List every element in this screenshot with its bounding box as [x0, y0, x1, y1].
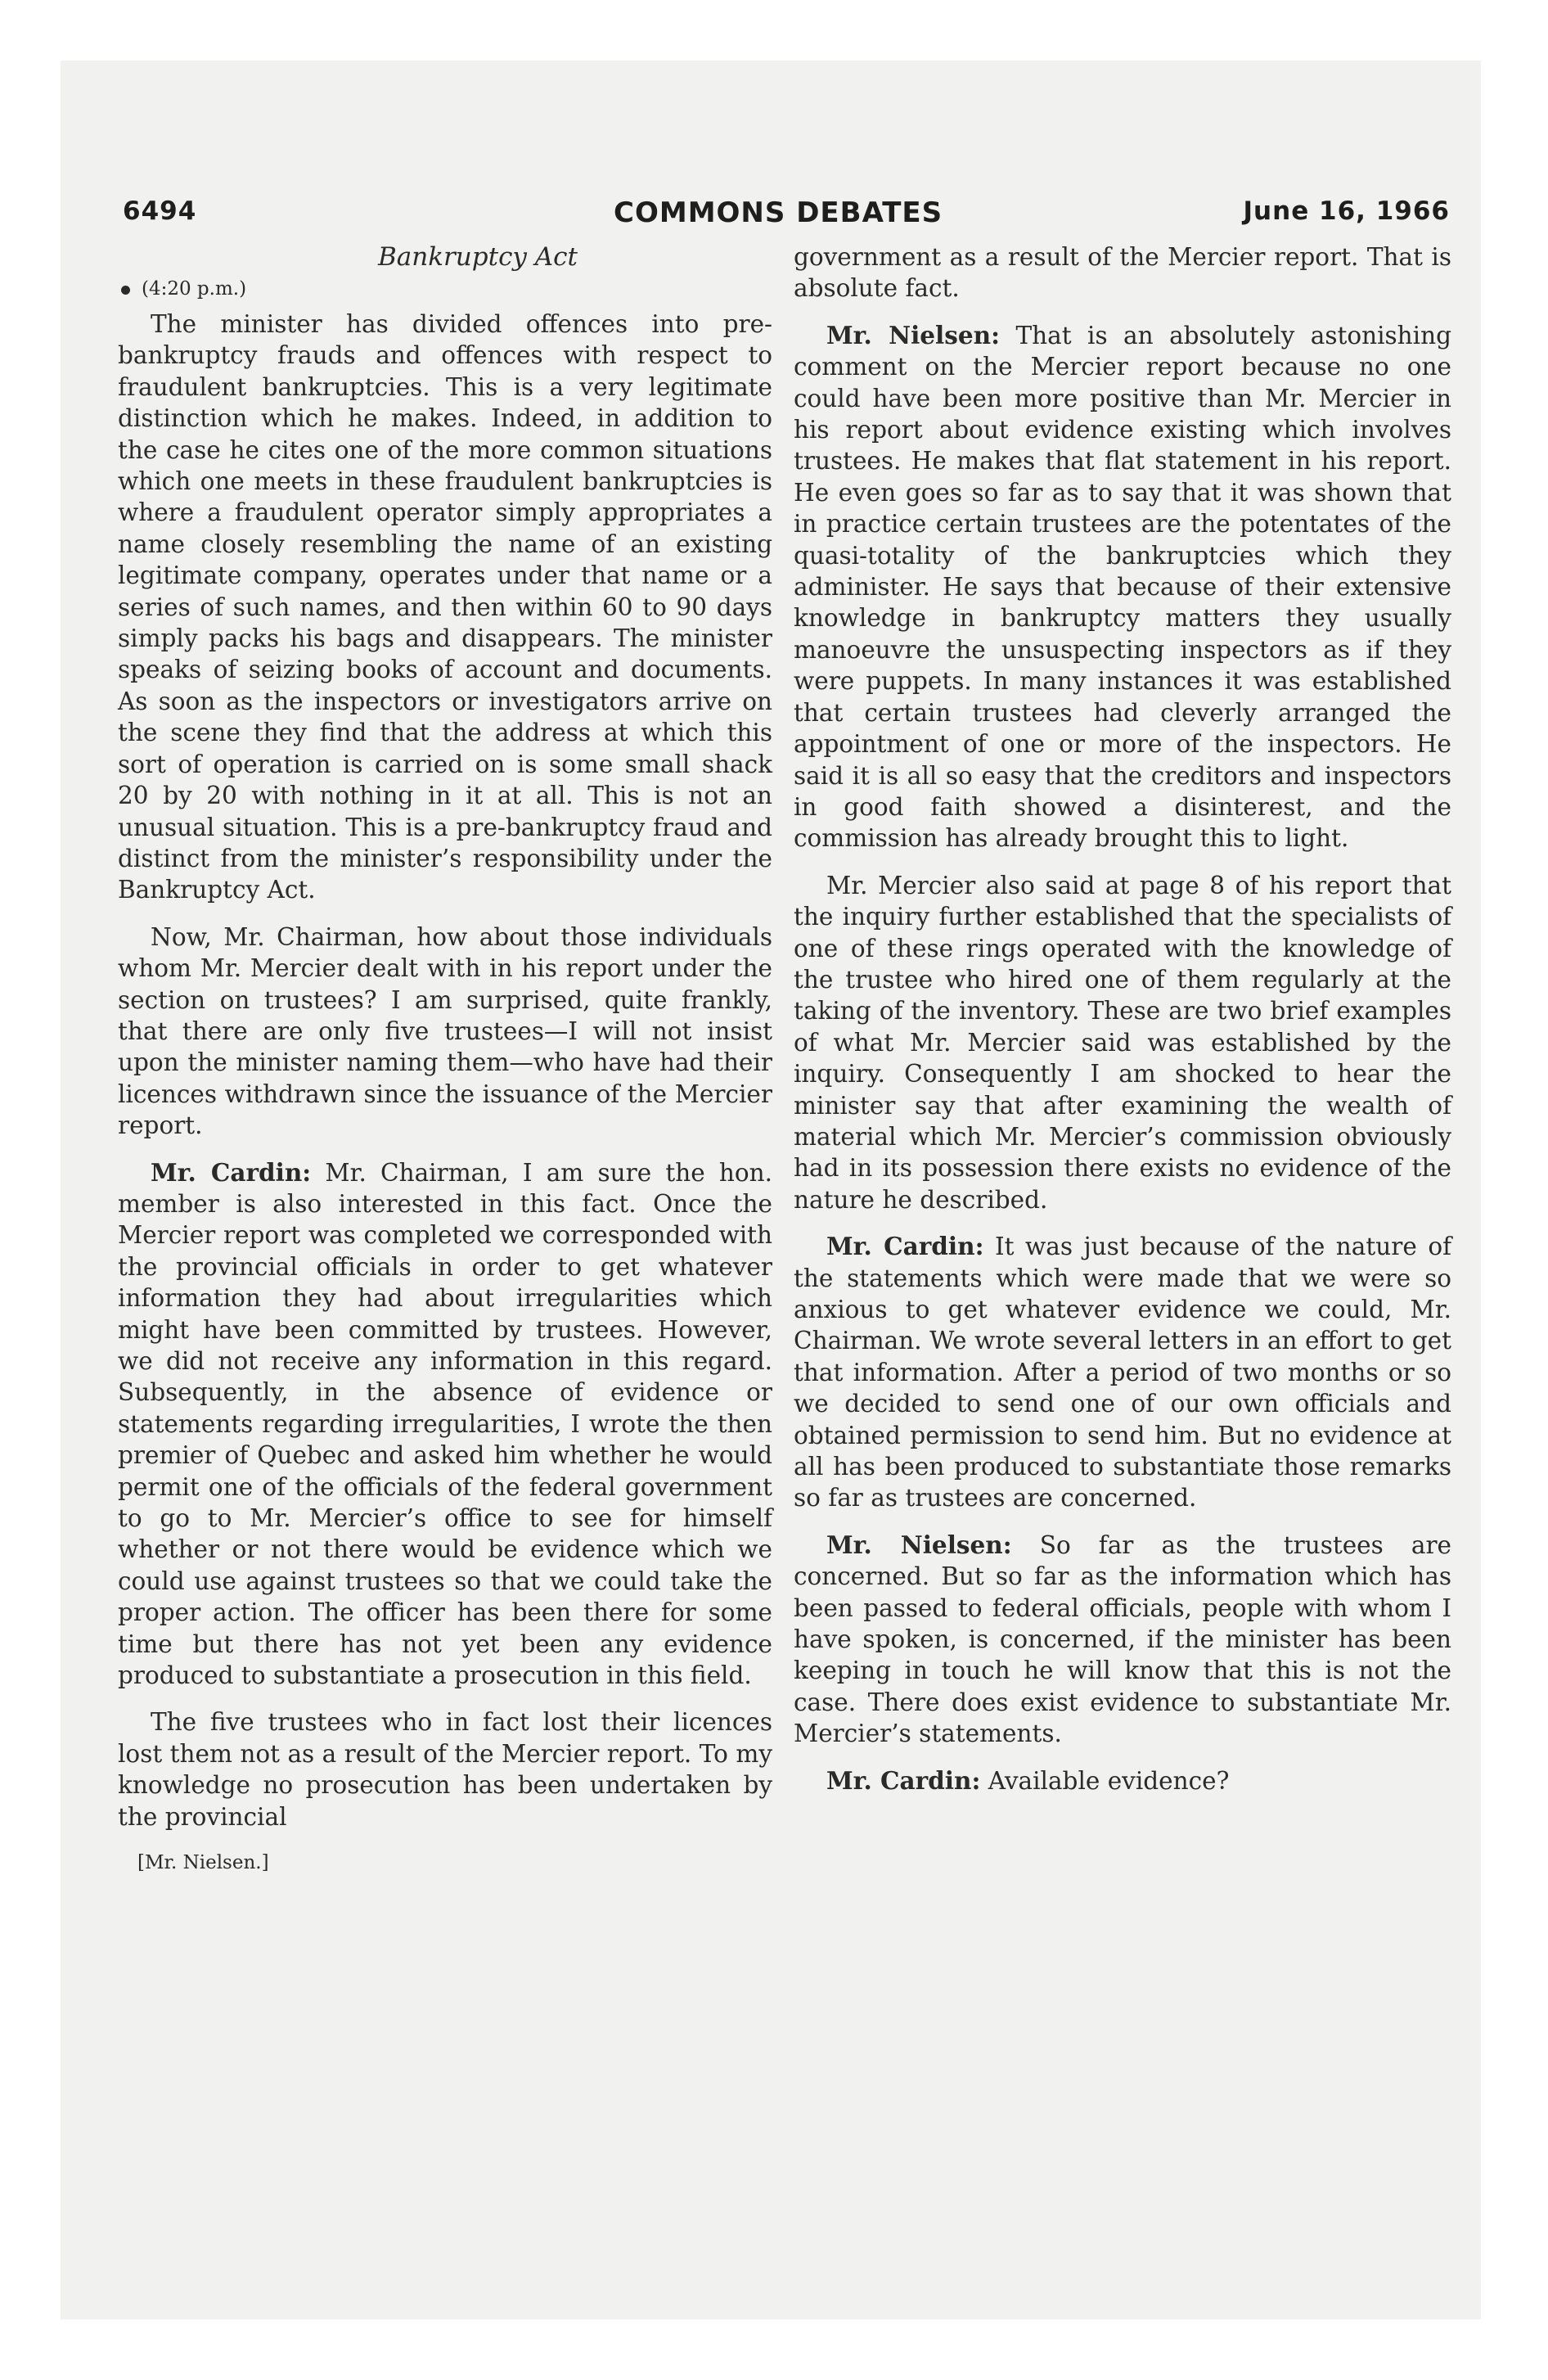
paragraph: The minister has divided offences into pre-bankruptcy frauds and offences with respect to fraudulent bankruptcies. This is a very legitimate distinction which he makes. Indeed, in addition to the case he cites one of the more common situations which one meets in these fraudulent bankruptcies is where a fraudulent operator simply appropriates a name closely resembling the name of an existing legitimate company, operates under that name or a series of such names, and then within 60 to 90 days simply packs his bags and disappears. The minister speaks of seizing books of account and documents. As soon as the inspectors or investigators arrive on the scene they find that the address at which this sort of operation is carried on is some small shack 20 by 20 with nothing in it at all. This is not an unusual situation. This is a pre-bankruptcy fraud and distinct from the minister’s responsibility under the Bankruptcy Act.	[118, 310, 772, 904]
speech-text: It was just because of the nature of the statements which were made that we were so anxious to get whatever evidence we could, Mr. Chairman. We wrote several letters in an effort to get that information. After a period of two months or so we decided to send one of our own officials and obtained permission to send him. But no evidence at all has been produced to substantiate those remarks so far as trustees are concerned.	[794, 1233, 1451, 1512]
speech-paragraph	[794, 1530, 1451, 1750]
paragraph: government as a result of the Mercier report. That is absolute fact.	[794, 243, 1451, 303]
speech-paragraph	[794, 1231, 1451, 1514]
speaker-name: Mr. Cardin:	[826, 1232, 984, 1261]
page-date: June 16, 1966	[1243, 196, 1450, 226]
speech-paragraph	[118, 1157, 772, 1692]
speech-paragraph	[794, 1765, 1451, 1796]
paragraph: Mr. Mercier also said at page 8 of his report that the inquiry further established that the specialists of one of these rings operated with the knowledge of the trustee who hired one of them regularly at the taking of the inventory. These are two brief examples of what Mr. Mercier said was established by the inquiry. Consequently I am shocked to hear the minister say that after examining the wealth of material which Mr. Mercier’s commission obviously had in its possession there exists no evidence of the nature he described.	[794, 871, 1451, 1214]
page-header	[123, 196, 1450, 237]
speech-paragraph	[794, 320, 1451, 854]
speaker-name: Mr. Nielsen:	[826, 320, 1000, 349]
speaker-attribution: [Mr. Nielsen.]	[137, 1852, 269, 1874]
bullet-icon	[121, 286, 130, 295]
section-title: Bankruptcy Act	[377, 242, 578, 272]
speech-text: Mr. Chairman, I am sure the hon. member is also interested in this fact. Once the Mercier report was completed we corresponded with the provincial officials in order to get whatever information they had about irregularities which might have been committed by trustees. However, we did not receive any information in this regard. Subsequently, in the absence of evidence or statements regarding irregularities, I wrote the then premier of Quebec and asked him whether he would permit one of the officials of the federal government to go to Mr. Mercier’s office to see for himself whether or not there would be evidence which we could use against trustees so that we could take the proper action. The officer has been there for some time but there has not yet been any evidence produced to substantiate a prosecution in this field.	[118, 1158, 772, 1690]
right-column	[794, 241, 1451, 1812]
left-column	[118, 241, 772, 1877]
speech-text: That is an absolutely astonishing comment on the Mercier report because no one could have been more positive than Mr. Mercier in his report about evidence existing which involves trustees. He makes that flat statement in his report. He even goes so far as to say that it was shown that in practice certain trustees are the potentates of the quasi-totality of the bankruptcies which they administer. He says that because of their extensive knowledge in bankruptcy matters they usually manoeuvre the unsuspecting inspectors as if they were puppets. In many instances it was established that certain trustees had cleverly arranged the appointment of one or more of the inspectors. He said it is all so easy that the creditors and inspectors in good faith showed a disinterest, and the commission has already brought this to light.	[794, 321, 1451, 853]
speaker-name: Mr. Cardin:	[151, 1157, 312, 1187]
page-number: 6494	[123, 196, 197, 226]
speech-text: So far as the trustees are concerned. But so far as the information which has been passed to federal officials, people with whom I have spoken, is concerned, if the minister has been keeping in touch he will know that this is not the case. There does exist evidence to substantiate Mr. Mercier’s statements.	[794, 1530, 1452, 1748]
running-title: COMMONS DEBATES	[614, 196, 943, 229]
paragraph: Now, Mr. Chairman, how about those individuals whom Mr. Mercier dealt with in his report under the section on trustees? I am surprised, quite frankly, that there are only five trustees—I will not insist upon the minister naming them—who have had their licences withdrawn since the issuance of the Mercier report.	[118, 922, 772, 1140]
speaker-name: Mr. Nielsen:	[826, 1530, 1012, 1559]
speaker-name: Mr. Cardin:	[826, 1765, 981, 1795]
paragraph: The five trustees who in fact lost their licences lost them not as a result of the Mercier report. To my knowledge no prosecution has been undertaken by the provincial	[118, 1708, 772, 1831]
time-stamp-text: (4:20 p.m.)	[142, 278, 247, 300]
time-stamp	[118, 274, 772, 304]
speech-text: Available evidence?	[988, 1766, 1230, 1795]
